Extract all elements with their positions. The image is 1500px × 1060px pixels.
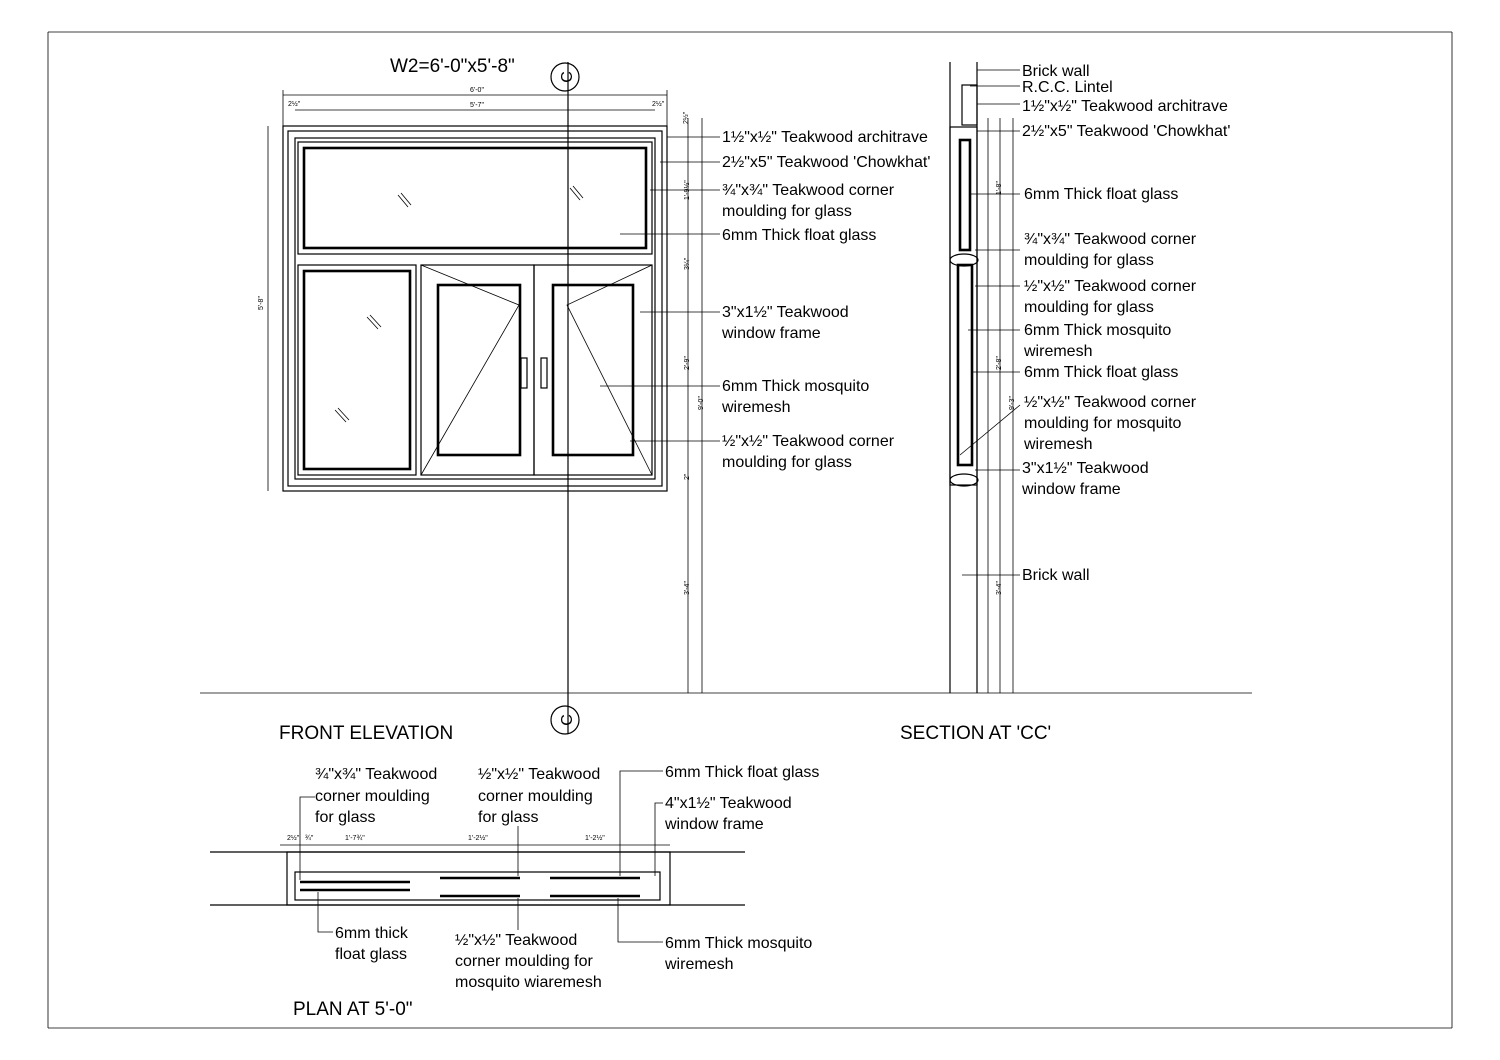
plan-label-float-glass: 6mm Thick float glass (665, 764, 820, 781)
label-half-glass-2: moulding for glass (722, 454, 852, 471)
title-plan: PLAN AT 5'-0" (293, 999, 413, 1020)
plan-label-thick-glass-1: 6mm thick (335, 925, 408, 942)
architrave-outline (283, 126, 667, 491)
chowkhat-inner (295, 138, 655, 479)
dim-sill: 2" (684, 473, 691, 480)
plan-dim-3: 1'-7¾" (345, 835, 365, 842)
sec-dim-total: 9'-3" (1009, 396, 1016, 410)
plan-view (210, 764, 819, 1020)
label-half-glass-1: ½"x½" Teakwood corner (722, 433, 895, 450)
plan-label-mesh-moulding-2: corner moulding for (455, 953, 593, 970)
sec-label-lintel: R.C.C. Lintel (1022, 79, 1113, 96)
plan-label-half-2: corner moulding (478, 788, 593, 805)
dim-overall-height: 5'-8" (258, 296, 265, 310)
section-marker-top-label: C (559, 71, 576, 83)
shutter-swing-right (567, 265, 652, 475)
plan-label-mesh-moulding-3: mosquito wiaremesh (455, 974, 602, 991)
title-section-cc: SECTION AT 'CC' (900, 723, 1052, 744)
glass-hatch (401, 193, 411, 205)
plan-label-frame-2: window frame (665, 816, 764, 833)
glass-hatch (367, 317, 378, 329)
sec-label-mesh-2: wiremesh (1024, 343, 1093, 360)
sec-label-chowkhat: 2½"x5" Teakwood 'Chowkhat' (1022, 123, 1231, 140)
handle-right (541, 358, 547, 388)
dim-shutter: 2'-9" (684, 356, 691, 370)
fanlight-frame (298, 142, 652, 254)
sec-label-half-mesh-1: ½"x½" Teakwood corner (1024, 394, 1197, 411)
label-frame-2: window frame (722, 325, 821, 342)
plan-dim-4: 1'-2½" (468, 835, 488, 842)
handle-left (521, 358, 527, 388)
dim-overall-width: 6'-0" (470, 87, 484, 94)
front-elevation (258, 56, 930, 744)
dim-side-left: 2½" (288, 101, 301, 108)
plan-label-corner-2: corner moulding (315, 788, 430, 805)
glass-hatch (335, 410, 346, 422)
title-front-elevation: FRONT ELEVATION (279, 723, 454, 744)
dim-top-band: 2½" (683, 111, 690, 124)
label-corner-glass-2: moulding for glass (722, 203, 852, 220)
sec-dim-shutter: 2'-8" (996, 356, 1003, 370)
section-sill-frame (950, 474, 978, 486)
section-marker-bottom (551, 706, 579, 734)
label-corner-glass-1: ¾"x¾" Teakwood corner (722, 182, 895, 199)
sec-dim-fanlight: 1'-8" (996, 181, 1003, 195)
plan-dim-1: 2½" (287, 835, 300, 842)
sec-label-float-glass-top: 6mm Thick float glass (1024, 186, 1179, 203)
sec-label-float-glass-low: 6mm Thick float glass (1024, 364, 1179, 381)
sec-label-frame-2: window frame (1022, 481, 1121, 498)
glass-hatch (370, 315, 381, 327)
section-marker-top (551, 63, 579, 91)
sec-dim-sill: 3'-4" (996, 581, 1003, 595)
rcc-lintel (962, 85, 977, 125)
sec-label-architrave: 1½"x½" Teakwood architrave (1022, 98, 1228, 115)
glass-hatch (398, 195, 408, 207)
plan-label-half-3: for glass (478, 809, 539, 826)
plan-label-thick-glass-2: float glass (335, 946, 408, 963)
shutter-swing-left (421, 265, 519, 475)
plan-label-corner-3: for glass (315, 809, 376, 826)
sec-label-frame-1: 3"x1½" Teakwood (1022, 460, 1149, 477)
plan-label-corner-1: ¾"x¾" Teakwood (315, 766, 438, 783)
plan-label-mesh-1: 6mm Thick mosquito (665, 935, 813, 952)
chowkhat-outline (288, 131, 662, 486)
plan-label-half-1: ½"x½" Teakwood (478, 766, 601, 783)
sec-label-corner-glass-2: moulding for glass (1024, 252, 1154, 269)
glass-hatch (573, 186, 583, 198)
plan-label-mesh-moulding-1: ½"x½" Teakwood (455, 932, 578, 949)
shutter-mesh-left (438, 285, 520, 455)
section-shutter (958, 265, 972, 465)
fanlight-glass (304, 148, 646, 248)
plan-label-frame-1: 4"x1½" Teakwood (665, 795, 792, 812)
sec-label-brick-bottom: Brick wall (1022, 567, 1090, 584)
sec-label-corner-glass-1: ¾"x¾" Teakwood corner (1024, 231, 1197, 248)
glass-hatch (338, 408, 349, 420)
sec-label-half-mesh-2: moulding for mosquito (1024, 415, 1182, 432)
shutter-mesh-right (553, 285, 633, 455)
sec-label-half-mesh-3: wiremesh (1024, 436, 1093, 453)
label-mesh-1: 6mm Thick mosquito (722, 378, 870, 395)
sec-label-half-glass-2: moulding for glass (1024, 299, 1154, 316)
dim-inner-width: 5'-7" (470, 102, 484, 109)
dim-sill-height: 3'-4" (684, 581, 691, 595)
dim-transom: 3¼" (684, 257, 691, 270)
dim-side-right: 2½" (652, 101, 665, 108)
section-fanlight (960, 140, 970, 250)
dim-total: 9'-0" (698, 396, 705, 410)
glass-hatch (570, 188, 580, 200)
sec-label-mesh-1: 6mm Thick mosquito (1024, 322, 1172, 339)
label-chowkhat: 2½"x5" Teakwood 'Chowkhat' (722, 154, 931, 171)
plan-dim-2: ¾" (305, 835, 314, 842)
sec-label-brick-top: Brick wall (1022, 63, 1090, 80)
window-title: W2=6'-0"x5'-8" (390, 56, 515, 77)
plan-dim-5: 1'-2½" (585, 835, 605, 842)
label-architrave: 1½"x½" Teakwood architrave (722, 129, 928, 146)
section-marker-bottom-label: C (559, 714, 576, 726)
sec-label-half-glass-1: ½"x½" Teakwood corner (1024, 278, 1197, 295)
dim-fanlight: 1'-9½" (684, 180, 691, 200)
fixed-panel-glass (304, 271, 410, 469)
plan-label-mesh-2: wiremesh (665, 956, 734, 973)
label-frame-1: 3"x1½" Teakwood (722, 304, 849, 321)
section-cc (900, 62, 1230, 744)
label-mesh-2: wiremesh (722, 399, 791, 416)
fixed-panel-frame (298, 265, 416, 475)
label-float-glass: 6mm Thick float glass (722, 227, 877, 244)
